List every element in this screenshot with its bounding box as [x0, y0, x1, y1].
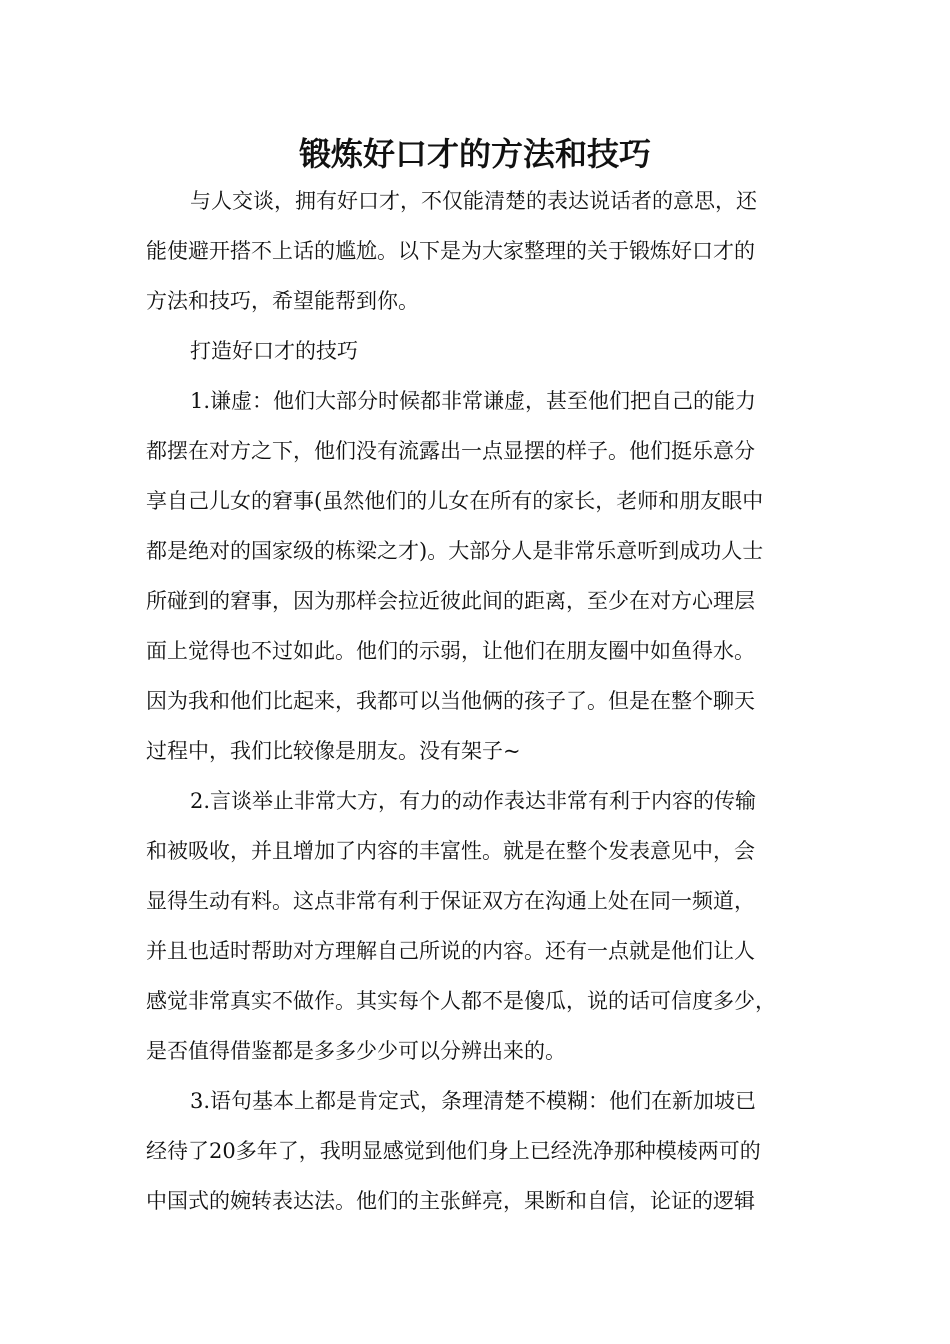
point-1-line-7: 因为我和他们比起来，我都可以当他俩的孩子了。但是在整个聊天 — [146, 689, 755, 713]
point-1-line-6: 面上觉得也不过如此。他们的示弱，让他们在朋友圈中如鱼得水。 — [146, 639, 755, 663]
intro-line-3: 方法和技巧，希望能帮到你。 — [146, 289, 419, 313]
point-2-line-1: 2.言谈举止非常大方，有力的动作表达非常有利于内容的传输 — [190, 789, 757, 813]
point-2-line-6: 是否值得借鉴都是多多少少可以分辨出来的。 — [146, 1039, 566, 1063]
point-3-line-3: 中国式的婉转表达法。他们的主张鲜亮，果断和自信，论证的逻辑 — [146, 1189, 755, 1213]
document-title: 锻炼好口才的方法和技巧 — [298, 135, 651, 173]
point-3-line-1: 3.语句基本上都是肯定式，条理清楚不模糊：他们在新加坡已 — [190, 1089, 757, 1113]
point-1-line-8: 过程中，我们比较像是朋友。没有架子~ — [146, 739, 521, 763]
point-1-line-5: 所碰到的窘事，因为那样会拉近彼此间的距离，至少在对方心理层 — [146, 589, 755, 613]
point-1-line-1: 1.谦虚：他们大部分时候都非常谦虚，甚至他们把自己的能力 — [190, 389, 757, 413]
point-1-line-2: 都摆在对方之下，他们没有流露出一点显摆的样子。他们挺乐意分 — [146, 439, 755, 463]
point-1-line-3: 享自己儿女的窘事(虽然他们的儿女在所有的家长，老师和朋友眼中 — [146, 489, 764, 513]
point-2-line-2: 和被吸收，并且增加了内容的丰富性。就是在整个发表意见中，会 — [146, 839, 755, 863]
intro-line-2: 能使避开搭不上话的尴尬。以下是为大家整理的关于锻炼好口才的 — [146, 239, 755, 263]
point-2-line-3: 显得生动有料。这点非常有利于保证双方在沟通上处在同一频道， — [146, 889, 755, 913]
point-2-line-4: 并且也适时帮助对方理解自己所说的内容。还有一点就是他们让人 — [146, 939, 755, 963]
point-2-line-5: 感觉非常真实不做作。其实每个人都不是傻瓜，说的话可信度多少， — [146, 989, 776, 1013]
intro-line-1: 与人交谈，拥有好口才，不仅能清楚的表达说话者的意思，还 — [190, 189, 757, 213]
section-heading: 打造好口才的技巧 — [190, 339, 358, 363]
point-1-line-4: 都是绝对的国家级的栋梁之才)。大部分人是非常乐意听到成功人士 — [146, 539, 764, 563]
point-3-line-2: 经待了20多年了，我明显感觉到他们身上已经洗净那种模棱两可的 — [146, 1139, 761, 1163]
